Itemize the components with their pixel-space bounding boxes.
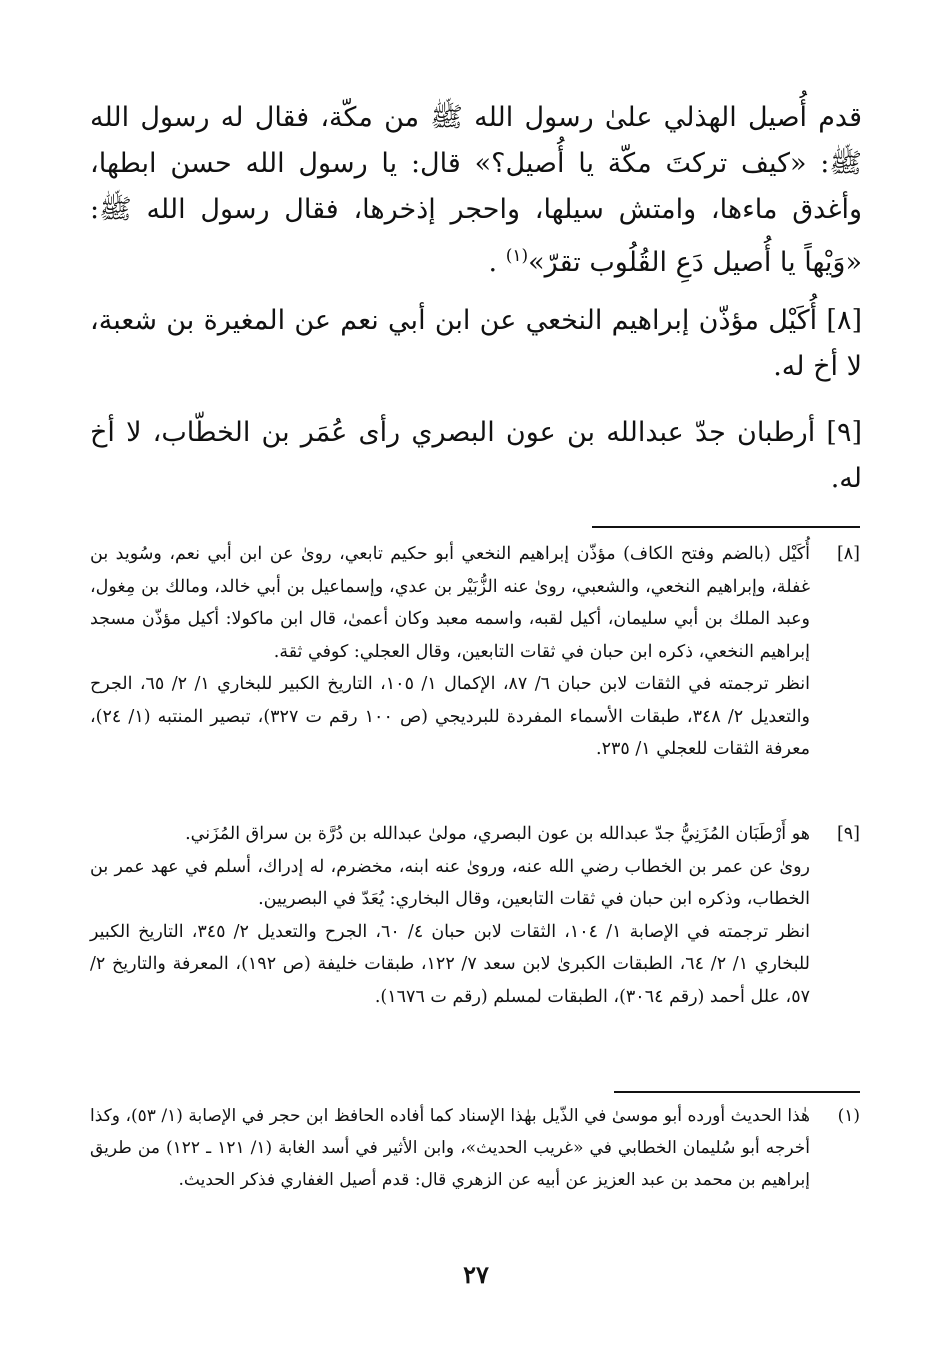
hadith-end-mark: . [488, 247, 498, 278]
main-paragraph-hadith [90, 95, 862, 286]
entry-8-text: [٨] أُكَيْل مؤذّن إبراهيم النخعي عن ابن أبي نعم عن المغيرة بن شعبة، لا أخ له. [90, 305, 862, 382]
footnote-number: (١) [837, 1106, 860, 1126]
footnotes-separator [614, 1091, 860, 1093]
commentary-note-8 [90, 538, 860, 766]
note-paragraph: انظر ترجمته في الثقات لابن حبان ٦/ ٨٧، الإكمال ١/ ١٠٥، التاريخ الكبير للبخاري ١/ ٢/ ٦٥، الجرح والتعديل ٢/ ٣٤٨، طبقات الأسماء المفردة للبرديجي (ص ١٠٠ رقم ت ٣٢٧)، تبصير المنتبه (١/ ٢٤)، معرفة الثقات للعجلي ١/ ٢٣٥. [90, 674, 810, 759]
note-paragraph: انظر ترجمته في الإصابة ١/ ١٠٤، الثقات لابن حبان ٤/ ٦٠، الجرح والتعديل ٢/ ٣٤٥، التاريخ الكبير للبخاري ١/ ٢/ ٦٤، الطبقات الكبرىٰ لابن سعد ٧/ ١٢٢، طبقات خليفة (ص ١٩٢)، المعرفة والتاريخ ٢/ ٥٧، علل أحمد (رقم ٣٠٦٤)، الطبقات لمسلم (رقم ت ١٦٧٦). [90, 921, 810, 1007]
note-number: [٩] [836, 824, 860, 844]
notes-separator [592, 526, 860, 528]
main-paragraph-entry-8 [90, 298, 862, 390]
footnote-body: هٰذا الحديث أورده أبو موسىٰ في الذّيل بهٰذا الإسناد كما أفاده الحافظ ابن حجر في الإصابة (١/ ٥٣)، وكذا أخرجه أبو سُليمان الخطابي في «غريب الحديث»، وابن الأثير في أسد الغابة (١/ ١٢١ ـ ١٢٢) من طريق إبراهيم بن محمد بن عبد العزيز عن أبيه عن الزهري قال: قدم أصيل الغفاري فذكر الحديث. [90, 1106, 810, 1190]
page-number: ٢٧ [463, 1260, 489, 1289]
footnote-1 [90, 1100, 860, 1196]
note-number: [٨] [836, 544, 860, 564]
note-paragraph: روىٰ عن عمر بن الخطاب رضي الله عنه، وروىٰ عنه ابنه، مخضرم، له إدراك، أسلم في عهد عمر بن الخطاب، وذكره ابن حبان في ثقات التابعين، وقال البخاري: يُعَدّ في البصريين. [90, 856, 810, 909]
entry-9-text: [٩] أرطبان جدّ عبدالله بن عون البصري رأى عُمَر بن الخطّاب، لا أخ له. [90, 417, 862, 494]
note-body [90, 538, 810, 766]
hadith-text [90, 95, 862, 286]
note-body [90, 818, 810, 1013]
note-paragraph: هو أَرْطَبَان المُزَنِيُّ جدّ عبدالله بن عون البصري، مولىٰ عبدالله بن دُرَّة بن سراق المُزَني. [185, 824, 810, 844]
commentary-note-9 [90, 818, 860, 1013]
hadith-body: قدم أُصيل الهذلي علىٰ رسول الله ﷺ من مكّة، فقال له رسول الله ﷺ: «كيف تركتَ مكّة يا أُصيل؟» قال: يا رسول الله حسن ابطها، وأغدق ماءها، وامتش سيلها، واحجر إذخرها، فقال رسول الله ﷺ: «وَيْهاً يا أُصيل دَعِ القُلُوب تقرّ» [90, 102, 862, 278]
note-paragraph: أُكَيْل (بالضم وفتح الكاف) مؤذّن إبراهيم النخعي أبو حكيم تابعي، روىٰ عن ابن أبي نعم، وسُويد بن غفلة، وإبراهيم النخعي، والشعبي، روىٰ عنه الزُّبَيْر بن عدي، وإسماعيل بن أبي خالد، ومالك بن مِغول، وعبد الملك بن أبي سليمان، أكيل لقبه، واسمه معبد وكان أعمىٰ، قال ابن ماكولا: أكيل مؤذّن مسجد إبراهيم النخعي، ذكره ابن حبان في ثقات التابعين، وقال العجلي: كوفي ثقة. [90, 544, 810, 662]
footnote-ref[interactable]: (١) [505, 246, 529, 266]
main-paragraph-entry-9 [90, 410, 862, 502]
